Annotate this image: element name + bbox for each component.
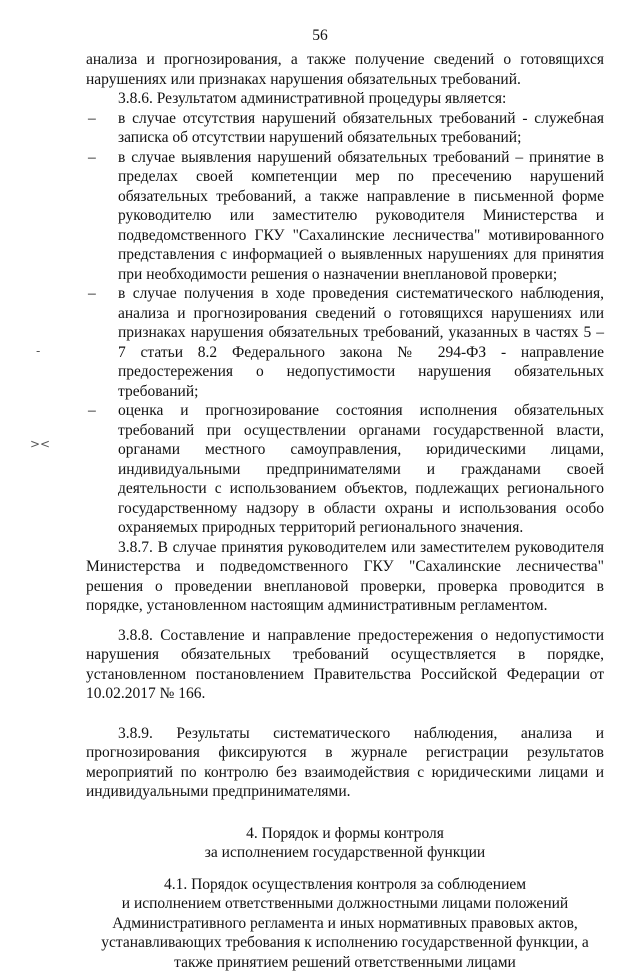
page-number: 56 <box>0 26 640 46</box>
subsection-4-1-line1: 4.1. Порядок осуществления контроля за соблюдением <box>86 875 604 895</box>
section-4-heading <box>86 824 604 863</box>
list-item: – в случае выявления нарушений обязательных требований – принятие в пределах своей компетенции мер по пресечению нарушений обязательных требований, а также направление в письменной форме руководителю или заместителю руководителя Министерства и подведомственного ГКУ "Сахалинские лесничества" мотивированного представления с информацией о выявленных нарушениях для принятия при необходимости решения о назначении внеплановой проверки; <box>118 148 604 285</box>
list-item: – оценка и прогнозирование состояния исполнения обязательных требований при осуществлении органами государственной власти, органами местного самоуправления, юридическими лицами, индивидуальными предпринимателями и гражданами своей деятельности с использованием объектов, подлежащих регионального государственному надзору в области охраны и использования особо охраняемых природных территорий регионального значения. <box>118 401 604 538</box>
result-list <box>86 109 604 538</box>
margin-mark-cross: >< <box>30 438 50 450</box>
paragraph-3-8-6-title: 3.8.6. Результатом административной процедуры является: <box>86 89 604 109</box>
list-item: – в случае получения в ходе проведения систематического наблюдения, анализа и прогнозирования сведений о готовящихся нарушениях или признаках нарушения обязательных требований, указанных в частях 5 – 7 статьи 8.2 Федерального закона № 294-ФЗ - направление предостережения о недопустимости нарушения обязательных требований; <box>118 284 604 401</box>
margin-mark-dash: - <box>36 345 40 357</box>
paragraph-3-8-8: 3.8.8. Составление и направление предостережения о недопустимости нарушения обязательных требований осуществляется в порядке, установленном постановлением Правительства Российской Федерации от 10.02.2017 № 166. <box>86 626 604 704</box>
paragraph-3-8-9: 3.8.9. Результаты систематического наблюдения, анализа и прогнозирования фиксируются в журнале регистрации результатов мероприятий по контролю без взаимодействия с юридическими лицами и индивидуальными предпринимателями. <box>86 724 604 802</box>
subsection-4-1-line2: и исполнением ответственными должностными лицами положений Административного регламента и иных нормативных правовых актов, устанавливающих требования к исполнению государственной функции, а также принятием решений ответственными лицами <box>86 894 604 972</box>
paragraph-3-8-7: 3.8.7. В случае принятия руководителем или заместителем руководителя Министерства и подведомственного ГКУ "Сахалинские лесничества" решения о проведении внеплановой проверки, проверка проводится в порядке, установленном настоящим административным регламентом. <box>86 538 604 616</box>
section-4-heading-line2: за исполнением государственной функции <box>86 843 604 863</box>
section-4-heading-line1: 4. Порядок и формы контроля <box>86 824 604 844</box>
document-body <box>86 50 604 972</box>
subsection-4-1-heading <box>86 875 604 972</box>
list-item: – в случае отсутствия нарушений обязательных требований - служебная записка об отсутствии нарушений обязательных требований; <box>118 109 604 148</box>
intro-paragraph: анализа и прогнозирования, а также получение сведений о готовящихся нарушениях или признаках нарушения обязательных требований. <box>86 50 604 89</box>
